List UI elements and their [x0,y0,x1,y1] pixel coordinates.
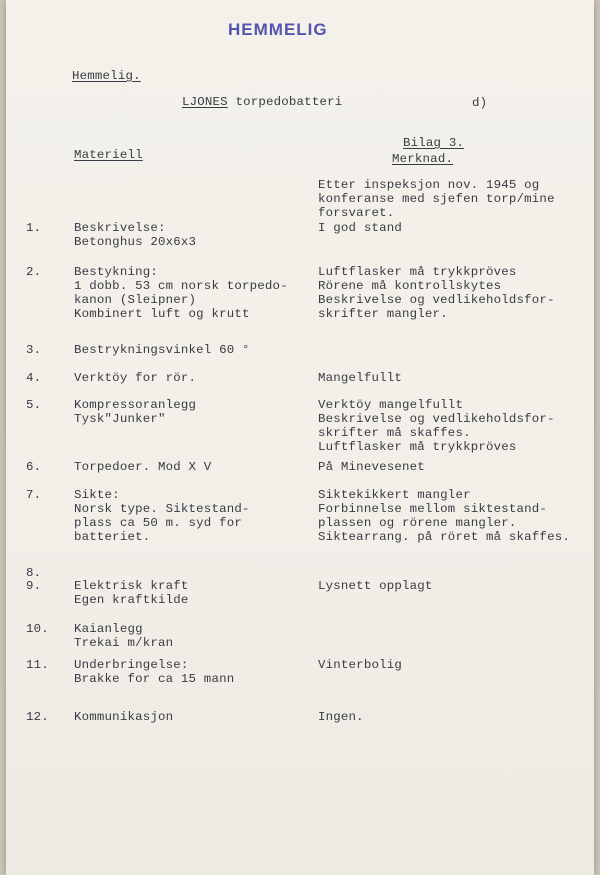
material-line: Kommunikasjon [74,710,174,724]
remark-line: plassen og rörene mangler. [318,516,517,530]
remark-line: I god stand [318,221,402,235]
material-line: Bestrykningsvinkel 60 ° [74,343,250,357]
remark-line: skrifter mangler. [318,307,448,321]
note-line: Etter inspeksjon nov. 1945 og [318,178,540,192]
remark-line: Siktekikkert mangler [318,488,471,502]
remark-line: Ingen. [318,710,364,724]
item-number: 4. [26,371,42,385]
item-material [74,622,173,650]
item-remarks [318,221,402,235]
item-remarks [318,371,402,385]
item-material [74,221,196,249]
item-remarks [318,710,364,724]
remark-line: Luftflasker må trykkpröves [318,265,517,279]
remark-line: skrifter må skaffes. [318,426,471,440]
item-material [74,460,211,474]
note-line: konferanse med sjefen torp/mine [318,192,555,206]
remark-line: Vinterbolig [318,658,402,672]
item-number: 2. [26,265,42,279]
item-remarks [318,658,402,672]
classification-stamp: HEMMELIG [228,20,328,39]
item-number: 5. [26,398,42,412]
material-line: Norsk type. Siktestand- [74,502,250,516]
material-line: Beskrivelse: [74,221,166,235]
classification-heading: Hemmelig. [72,69,141,83]
material-line: Brakke for ca 15 mann [74,672,235,686]
remark-line: Forbinnelse mellom siktestand- [318,502,548,516]
battery-type: torpedobatteri [227,95,343,109]
material-line: Kaianlegg [74,622,143,636]
item-material [74,579,189,607]
material-line: Underbringelse: [74,658,189,672]
remark-line: Lysnett opplagt [318,579,433,593]
item-material [74,371,196,385]
item-remarks [318,579,433,593]
document-title [182,95,342,109]
column-header-remarks: Merknad. [392,152,454,166]
item-number: 10. [26,622,49,636]
remark-line: Rörene må kontrollskytes [318,279,502,293]
material-line: plass ca 50 m. syd for [74,516,242,530]
item-remarks [318,265,555,321]
item-number: 12. [26,710,49,724]
item-number: 9. [26,579,42,593]
remark-line: På Minevesenet [318,460,425,474]
document-page [6,0,594,875]
item-remarks [318,398,555,454]
material-line: Verktöy for rör. [74,371,197,385]
remark-line: Mangelfullt [318,371,402,385]
item-number: 7. [26,488,42,502]
remark-line: Siktearrang. på röret må skaffes. [318,530,570,544]
material-line: Trekai m/kran [74,636,174,650]
item-number: 6. [26,460,42,474]
item-remarks [318,488,570,544]
material-line: Kompressoranlegg [74,398,197,412]
material-line: Sikte: [74,488,120,502]
section-letter: d) [472,96,488,110]
item-material [74,398,196,426]
remark-line: Luftflasker må trykkpröves [318,440,517,454]
material-line: Egen kraftkilde [74,593,189,607]
column-header-material: Materiell [74,148,143,162]
item-material [74,488,250,544]
inspection-note [318,178,555,220]
item-number: 1. [26,221,42,235]
material-line: Betonghus 20x6x3 [74,235,197,249]
item-material [74,710,173,724]
item-number: 11. [26,658,49,672]
material-line: Torpedoer. Mod X V [74,460,212,474]
item-number: 8. [26,566,42,580]
note-line: forsvaret. [318,206,395,220]
item-number: 3. [26,343,42,357]
item-material [74,658,234,686]
material-line: batteriet. [74,530,151,544]
material-line: Elektrisk kraft [74,579,189,593]
material-line: Bestykning: [74,265,158,279]
material-line: kanon (Sleipner) [74,293,197,307]
item-material [74,265,288,321]
remark-line: Verktöy mangelfullt [318,398,464,412]
material-line: Tysk"Junker" [74,412,166,426]
material-line: Kombinert luft og krutt [74,307,250,321]
remark-line: Beskrivelse og vedlikeholdsfor- [318,293,555,307]
remark-line: Beskrivelse og vedlikeholdsfor- [318,412,555,426]
attachment-label: Bilag 3. [403,136,465,150]
battery-name: LJONES [182,95,228,109]
material-line: 1 dobb. 53 cm norsk torpedo- [74,279,288,293]
item-remarks [318,460,425,474]
item-material [74,343,250,357]
